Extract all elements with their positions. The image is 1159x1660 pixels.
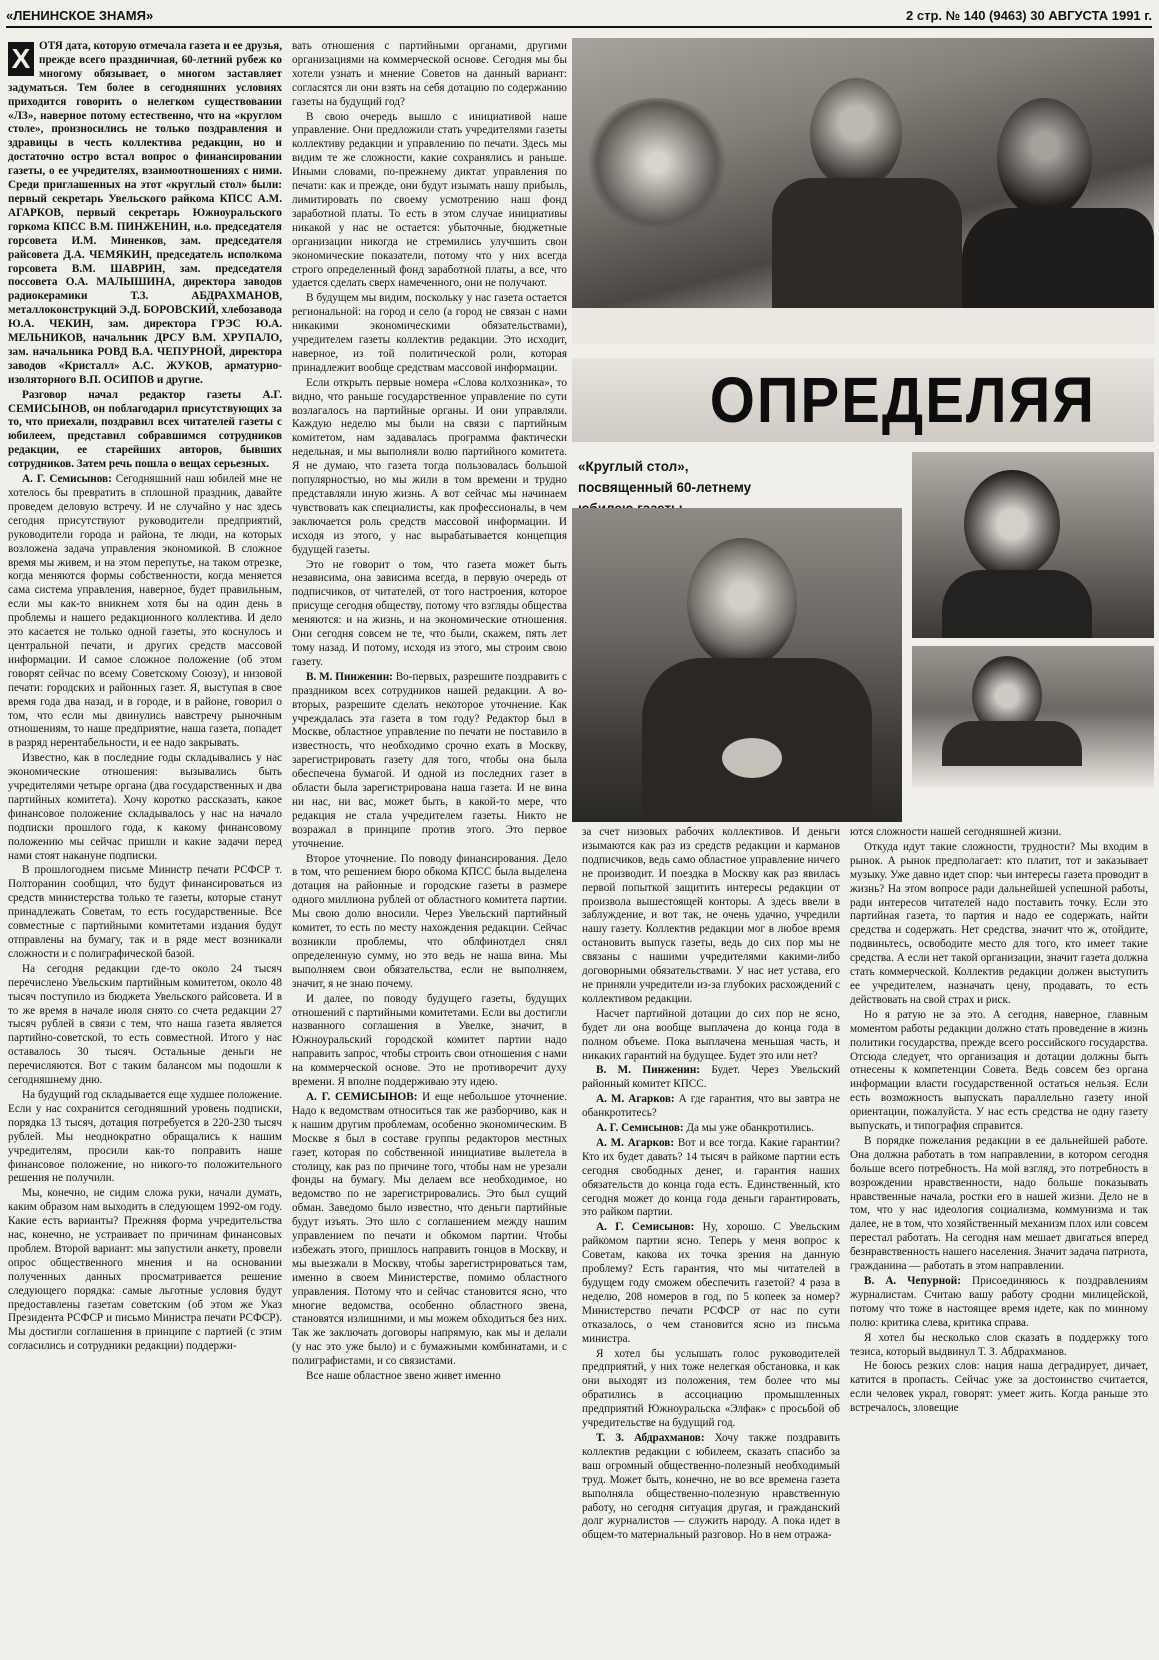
- woman-head: [964, 470, 1060, 578]
- text-column-1: [8, 40, 282, 1655]
- paragraph: [292, 1370, 567, 1384]
- paragraph: [582, 1432, 840, 1543]
- man-head: [687, 538, 797, 668]
- paragraph-text: Будет. Через Увельский районный комитет КПСС.: [582, 1064, 840, 1091]
- paragraph: [8, 1187, 282, 1354]
- issue-info: 2 стр. № 140 (9463) 30 АВГУСТА 1991 г.: [906, 7, 1152, 23]
- text-column-2: [292, 40, 567, 1655]
- paragraph: [582, 1137, 840, 1220]
- paragraph: [850, 1275, 1148, 1331]
- speaker-name: А. Г. Семисынов:: [596, 1221, 703, 1234]
- paragraph: [8, 389, 282, 472]
- headline-box: [572, 358, 1154, 442]
- paragraph-text: В прошлогоднем письме Министр печати РСФСР т. Полторанин сообщил, что будут финансироваться из средств министерства только те газеты, которые станут принадлежать Советам, то есть государственные. Все совместные с партийными комитетами издания будут отправлены на бумагу, так и в ряде мест возникали сложности и с полиграфической базой.: [8, 864, 282, 960]
- paragraph-text: В порядке пожелания редакции в ее дальнейшей работе. Она должна работать в том направлении, в котором сегодня больше всего потребность. На мой взгляд, это потребность в возрождении нравственности, надо больше показывать нравственные начала, ростки его в нашей жизни. Дело не в том, что у нас идеология социализма, коммунизма и так далее, не в том, что хозяйственный механизм плох или совсем перестал работать. На сегодня нам мешает двигаться вперед безнравственность нашего населения. Значит задача патриота, гражданина — работать в этом направлении.: [850, 1134, 1148, 1273]
- photo-man-speaking: [572, 508, 902, 822]
- paragraph-text: Сегодняшний наш юбилей мне не хотелось бы превратить в сплошной праздник, давайте проведем деловую встречу. И не случайно у нас здесь сегодня присутствуют руководители предприятий, руководители города и района, те люди, на которых возложена задача управления экономикой. В сложное время мы живем, и на этом перепутье, на таком отрезке, когда меняются формы собственности, когда меняется сама система управления, наверное, будет правильным, если мы как-то вникнем хотя бы на один день в проблемы и нашего редакционного коллектива. И дело это касается не только одной газеты, это коснулось и центральной печати, и других средств массовой информации. И самое сложное положение (об этом говорят сейчас по всему Советскому Союзу), и низовой печати: городских и районных газет. Я, выступая в свое время года два назад, и в городе, и в районе, говорил о том, что если мы двинулись навстречу рыночным отношениям, то наше предприятие, наша газета, попадет в разряд нерентабельности, и ее надо закрывать.: [8, 473, 282, 750]
- man-left-body: [772, 178, 962, 308]
- flowers-shape: [582, 98, 732, 228]
- paragraph: [8, 473, 282, 751]
- photo-round-table-top: [572, 38, 1154, 344]
- subtitle: «Круглый стол», посвященный 60-летнему: [578, 459, 752, 495]
- paragraph: [292, 1091, 567, 1369]
- paragraph-text: В будущем мы видим, поскольку у нас газета остается региональной: на город и село (а город не связан с нами никакими экономическими обязательствами), учредителем газеты коллектив редакции. Это исходит, наверное, из той политической роли, которая принадлежит вообще средствам массовой информации.: [292, 292, 567, 374]
- paragraph: [582, 1221, 840, 1346]
- paragraph-text: Я хотел бы несколько слов сказать в поддержку того тезиса, который выдвинул Т. З. Абдрахманов.: [850, 1331, 1148, 1358]
- paragraph: [292, 671, 567, 852]
- paragraph: [850, 1332, 1148, 1360]
- speaker-name: В. М. Пинженин:: [596, 1064, 712, 1077]
- paragraph-text: Мы, конечно, не сидим сложа руки, начали думать, каким образом нам выходить в следующем 1992-ом году. Какие есть варианты? Прежняя форма учредительства нас, конечно, не устраивает по причинам финансовых проблем. Второй вариант: мы запустили анкету, провели опрос общественного мнения и на основании полученных данных просматривается решение следующего порядка: самые льготные условия будут предоставлены газетам советским (об этом же Указ Президента РСФСР и письмо Министра печати РСФСР). Мы достигли соглашения в принципе с партией (с этим согласились и сотрудники редакции) поддержи-: [8, 1187, 282, 1353]
- paragraph: [292, 292, 567, 375]
- paragraph: [582, 1122, 840, 1136]
- paragraph-text: А где гарантия, что вы завтра не обанкротитесь?: [582, 1093, 840, 1120]
- photo-woman-glasses: [912, 452, 1154, 638]
- speaker-name: А. Г. Семисынов:: [22, 473, 116, 486]
- table-surface: [572, 308, 1154, 344]
- paragraph: [8, 963, 282, 1088]
- text-column-4: [850, 826, 1148, 1655]
- paragraph-text: Вот и все тогда. Какие гарантии? Кто их будет давать? 14 тысяч в райкоме партии есть сегодня свободных денег, и гарантия наших обязательств до конца года есть. Единственный, кто сегодня может до конца года деньги гарантировать, это райком партии.: [582, 1136, 840, 1219]
- paragraph: [8, 752, 282, 863]
- speaker-name: В. М. Пинженин:: [306, 670, 396, 683]
- drop-cap: Х: [8, 42, 34, 76]
- paragraph-text: Откуда идут такие сложности, трудности? Мы входим в рынок. А рынок предполагает: кто платит, тот и заказывает музыку. Уже давно идет спор: чьи интересы газета проводит в жизнь? На этом вопросе ради дальнейшей успешной работы, ради интересов читателей надо поставить точку. Если это партийная газета, то партия и надо ее содержать, найти средства и содержать. Нет средства, значит что ж, отойдите, подвиньтесь, освободите место для того, кто имеет такие средства. А если нет такой организации, значит газета должна стать коммерческой. Коллектив редакции должен выступить ее учредителем, назначать цену, продавать, то есть действовать на свой страх и риск.: [850, 840, 1148, 1006]
- speaker-name: В. А. Чепурной:: [864, 1275, 973, 1287]
- masthead: [6, 4, 1152, 28]
- paragraph: [292, 853, 567, 992]
- paragraph-text: На будущий год складывается еще худшее положение. Если у нас сохранится сегодняшний уровень подписки, порядка 13 тысяч, дотация потребуется в 220-230 тысяч рублей. Мы неоднократно обращались к нашим учредителям, просили как-то поправить наше финансовое положение, но никого-то положительного решения не получили.: [8, 1088, 282, 1185]
- paragraph: [292, 111, 567, 292]
- paragraph-text: Разговор начал редактор газеты А.Г. СЕМИСЫНОВ, он поблагодарил присутствующих за то, что приехали, поздравил всех читателей газеты с юбилеем, представил собравшимся сотрудников редакции, ее старейших авторов, бывших сотрудников. Затем речь пошла о вещах серьезных.: [8, 388, 282, 471]
- paragraph-text: И еще небольшое уточнение. Надо к ведомствам относиться так же разборчиво, как и к нашим другим проблемам, особенно экономическим. В Москве я был в составе группы редакторов местных газет, которая по собственной инициативе вылетела в столицу, как раз по причине того, чтобы нам не урезали фонды на бумагу. Мы делаем все необходимое, но ведомство по не зарегистрировались. Это был сущий обман. Заведомо было известно, что деньги партийные будут изъять. Это шло с соглашением между нашим управлением по печати и обкомом партии. Чтобы избежать этого, пришлось направить гонцов в Москву, и мы выезжали в Москву, чтобы зарегистрироваться там, именно в своем Министерстве, помимо областного управления. Потому что и сейчас становится ясно, что многие ведомства, особенно областного звена, становятся излишними, и мы можем обходиться без них. Так же заключать договоры напрямую, как мы и делали (у нас это уже было) и с бумажными комбинатами, и с полиграфистами, и со связистами.: [292, 1090, 567, 1368]
- hand-shape: [722, 738, 782, 778]
- woman-body: [942, 570, 1092, 638]
- paragraph-text: На сегодня редакции где-то около 24 тысяч перечислено Увельским партийным комитетом, около 48 тысяч поступило из бюджета Увельского райсовета. И в то же время в начале июля снято со счета редакции 27 тысяч рублей в связи с тем, что наша газета является партийно-советской, то есть совместной. Итого у нас оставалось 30 тысяч. Остальные деньги не перечисляются. Вот с таким балансом мы подошли к сегодняшнему дню.: [8, 962, 282, 1087]
- paragraph: [8, 864, 282, 961]
- paragraph-text: ОТЯ дата, которую отмечала газета и ее друзья, прежде всего праздничная, 60-летний рубеж ко многому обязывает, о многом заставляет задуматься. Тем более в сегодняшних условиях приходится говорить о нелегком существовании «ЛЗ», наверное потому естественно, что на «круглом столе», произносились не только поздравления и здравицы в честь коллектива редакции, но и достаточно остро встал вопрос о финансировании газеты, о ее учредителях, взаимоотношениях с ними. Среди приглашенных на этот «круглый стол» были: первый секретарь Увельского райкома КПСС А.М. АГАРКОВ, первый секретарь Южноуральского горкома КПСС В.М. ПИНЖЕНИН, и.о. председателя горсовета И.М. Миненков, зам. председателя райсовета Д.А. ЧЕМЯКИН, председатель исполкома горсовета В.М. ШАВРИН, зам. председателя поссовета О.А. МАЛЫШИНА, директора заводов радиокерамики Т.З. АБДРАХМАНОВ, металлоконструкций Э.Д. БОРОВСКИЙ, хлебозавода Ю.А. ЧЕКИН, зам. директора ГРЭС Ю.А. МЕЛЬНИКОВ, начальник ДРСУ В.М. ХРУПАЛО, зам. начальника РОВД В.А. ЧЕПУРНОЙ, директора заводов «Кристалл» А.С. ЖУКОВ, арматурно-изоляторного В.П. ОСИПОВ и другие.: [8, 40, 282, 386]
- paragraph: [8, 1089, 282, 1186]
- paragraph: [292, 40, 567, 110]
- paragraph-text: Это не говорит о том, что газета может быть независима, она зависима всегда, в первую очередь от подписчиков, от читателей, от того настроения, которое присуще сегодня обществу, потому что взгляды общества меняются: и на жизнь, и на экономические отношения. Они сегодня совсем не те, что были, скажем, пять лет тому назад. И потому, исходя из этого, мы строим свою газету.: [292, 558, 567, 668]
- paragraph: [292, 559, 567, 670]
- speaker-name: А. Г. СЕМИСЫНОВ:: [306, 1090, 423, 1103]
- man-left-head: [810, 78, 902, 190]
- speaker-name: А. Г. Семисынов:: [596, 1122, 687, 1135]
- paragraph-text: Присоединяюсь к поздравлениям журналистам. Считаю вашу работу сродни милицейской, потому что тоже в настоящее время идете, как по минному полю: критика слева, критика справа.: [850, 1275, 1148, 1329]
- paragraph-text: вать отношения с партийными органами, другими организациями на коммерческой основе. Сегодня мы бы хотели узнать и мнение Советов на данный вариант: согласятся ли они взять на себя дотацию по содержанию газеты на будущий год?: [292, 40, 567, 108]
- paragraph: [850, 1135, 1148, 1274]
- paragraph-text: Все наше областное звено живет именно: [306, 1370, 501, 1383]
- paragraph-text: Не боюсь резких слов: нация наша деградирует, дичает, катится в пропасть. Сейчас уже за достоинство считается, если человек украл, говорят: умеет жить. Когда раньше это встречалось, зловещие: [850, 1360, 1148, 1415]
- paragraph-text: Я хотел бы услышать голос руководителей предприятий, у них тоже нелегкая обстановка, и как они выходят из положения, тем более что мы обратились в ассоциацию промышленных предприятий Южноуральска «Элфак» с просьбой об учредительстве на будущий год.: [582, 1347, 840, 1430]
- paragraph-text: Если открыть первые номера «Слова колхозника», то видно, что раньше государственное управление по сути возлагалось на партийные органы. И они управляли. Каждую неделю мы были на связи с партийным комитетом, нам задавалась программа фактически недельная, и мы выполняли волю партийного комитета. Я не думаю, что газета тогда пользовалась большой популярностью, но мы жили в том времени и трудно представляли иную жизнь. А вот сейчас мы начинаем чувствовать как специалисты, как профессионалы, в чем заключается роль средств массовой информации. И исходя из этого, у нас вырабатывается концепция будущей газеты.: [292, 376, 567, 556]
- paragraph: [582, 1008, 840, 1064]
- paragraph-text: Хочу также поздравить коллектив редакции с юбилеем, сказать спасибо за ваш огромный общественно-полезный необходимый труд. Может быть, конечно, не во все времена газета выполняла общественно-полезную нравственную работу, но сегодня ситуация другая, и гражданский долг журналистов — служить народу. А пока идет в общем-то материальный разговор. Но в нем отража-: [582, 1431, 840, 1542]
- paragraph: [850, 1360, 1148, 1416]
- paragraph-text: Насчет партийной дотации до сих пор не ясно, будет ли она вообще выплачена до конца года в полном объеме. Пока выплачена меньшая часть, и никаких гарантий на будущее. Будет это или нет?: [582, 1007, 840, 1062]
- paragraph: [582, 1093, 840, 1121]
- paragraph-text: Известно, как в последние годы складывались у нас экономические отношения: вызывались быть учредителями четыре органа (два государственных и два партийных комитета). Хочу коротко рассказать, какое финансовое положение складывалось у нас на начало подписки прошлого года, к какому финансовому положению мы сейчас пришли и какие задачи перед нами стоят накануне подписки.: [8, 752, 282, 862]
- paragraph-text: Второе уточнение. По поводу финансирования. Дело в том, что решением бюро обкома КПСС была выделена дотация на районные и городские газеты в размере одного миллиона рублей от областного комитета партии. Мы свою долю вносили. Через Увельский партийный комитет, то есть по месту нахождения редакции. Сейчас возникли проблемы, что облфинотдел снял определенную сумму, но это ведь не наша вина. Мы выполняем свои обязательства, если не выполняем, значит, я не знаю почему.: [292, 852, 567, 990]
- speaker-name: А. М. Агарков:: [596, 1136, 678, 1149]
- paper-name: «ЛЕНИНСКОЕ ЗНАМЯ»: [6, 7, 154, 23]
- headline: ОПРЕДЕЛЯЯ: [709, 364, 1096, 436]
- paragraph-text: В свою очередь вышло с инициативой наше управление. Они предложили стать учредителями газеты коллективу редакции и управлению по печати. Здесь мы видим те же сложности, какие сохранялись и раньше. Иными словами, по-прежнему диктат управления по печати: как и прежде, они будут изымать нашу прибыль, лимитировать по своему усмотрению наш фонд заработной платы. То есть в этом случае инициативы никакой у нас не остается: убыточные, бюджетные организации никогда не стремились улучшить свои экономические показатели, потому что у них всегда строго определенный фонд заработной платы, а все, что удается сделать сверх намеченного, они не получают.: [292, 110, 567, 290]
- paragraph: [582, 826, 840, 1007]
- woman-writing-body: [942, 721, 1082, 766]
- paragraph-text: за счет низовых рабочих коллективов. И деньги изымаются как раз из средств редакции и карманов подписчиков, ведь само областное управление ничего не производит. И поездка в Москву как раз явилась первой попыткой защитить интересы редакции от произвола вышестоящей конторы. А здесь ввели в заблуждение, и вот так, не очень удачно, учредили нашу газету. Коллектив редакции мог в любое время остановить выпуск газеты, ведь до сих пор мы не связаны с нашими учредителями какими-либо договорными обязательствами. У нас нет устава, его не приняли учредители из-за глубоких расхождений с коллективом редакции.: [582, 826, 840, 1005]
- paragraph-text: Во-первых, разрешите поздравить с праздником всех сотрудников нашей редакции. А во-вторых, разрешите сделать некоторое уточнение. Как учреждалась эта газета в том году? Редактор был в Москве, областное управление по печати не поставило в известность, что необходимо срочно ехать в Москву, зарегистрировать газету для того, чтобы она была обеспечена бумагой. И одной из последних газет в области была зарегистрирована наша газета. И не вина ни нас, ни вас, может быть, в какой-то мере, что редакция не стала учредителем газеты. Никто не возражал в принципе против этого. Это первое уточнение.: [292, 670, 567, 850]
- paragraph: [582, 1348, 840, 1431]
- text-column-3: [582, 826, 840, 1655]
- speaker-name: Т. З. Абдрахманов:: [596, 1431, 715, 1444]
- paragraph: [292, 993, 567, 1090]
- speaker-name: А. М. Агарков:: [596, 1093, 679, 1106]
- paragraph: [582, 1064, 840, 1092]
- paragraph-text: Да мы уже обанкротились.: [686, 1122, 815, 1135]
- photo-woman-writing: [912, 646, 1154, 788]
- paragraph-text: Но я ратую не за это. А сегодня, наверное, главным моментом работы редакции должно стать проведение в жизнь политики государства, прежде всего российского государства. Отсюда следует, что организация и дотации должны быть отнесены к компетенции Совета. Ведь совсем без органа информации власти государственной остаться нельзя. Если есть возможность выпускать параллельно газету иной ориентации, пожалуйста. У нас есть средства не одну газету выпускать, и типография справится.: [850, 1008, 1148, 1133]
- paragraph-text: ются сложности нашей сегодняшней жизни.: [850, 826, 1062, 838]
- paragraph: [850, 841, 1148, 1008]
- paragraph: [850, 826, 1148, 840]
- paragraph: [8, 40, 282, 388]
- paragraph-text: Ну, хорошо. С Увельским райкомом партии ясно. Теперь у меня вопрос к Советам, какова их точка зрения на данную проблему? Есть гарантия, что мы читателей в будущем году сможем обеспечить газетой? 4 раза в неделю, 208 номеров в год, по 5 копеек за номер? Министерство печати РСФСР от нас по сути отказалось, о чем становится ясно из письма министра.: [582, 1221, 840, 1345]
- paragraph-text: И далее, по поводу будущего газеты, будущих отношений с партийными комитетами. Если вы достигли названного соглашения в Увелке, значит, в Южноуральский городской комитет партии надо направить запрос, чтобы строить свои отношения с нами на коммерческой основе. Это не противоречит духу времени. Я вполне поддерживаю эту идею.: [292, 992, 567, 1089]
- man-right-head: [997, 98, 1092, 218]
- paragraph: [292, 377, 567, 558]
- paragraph: [850, 1009, 1148, 1134]
- man-right-body: [962, 208, 1154, 318]
